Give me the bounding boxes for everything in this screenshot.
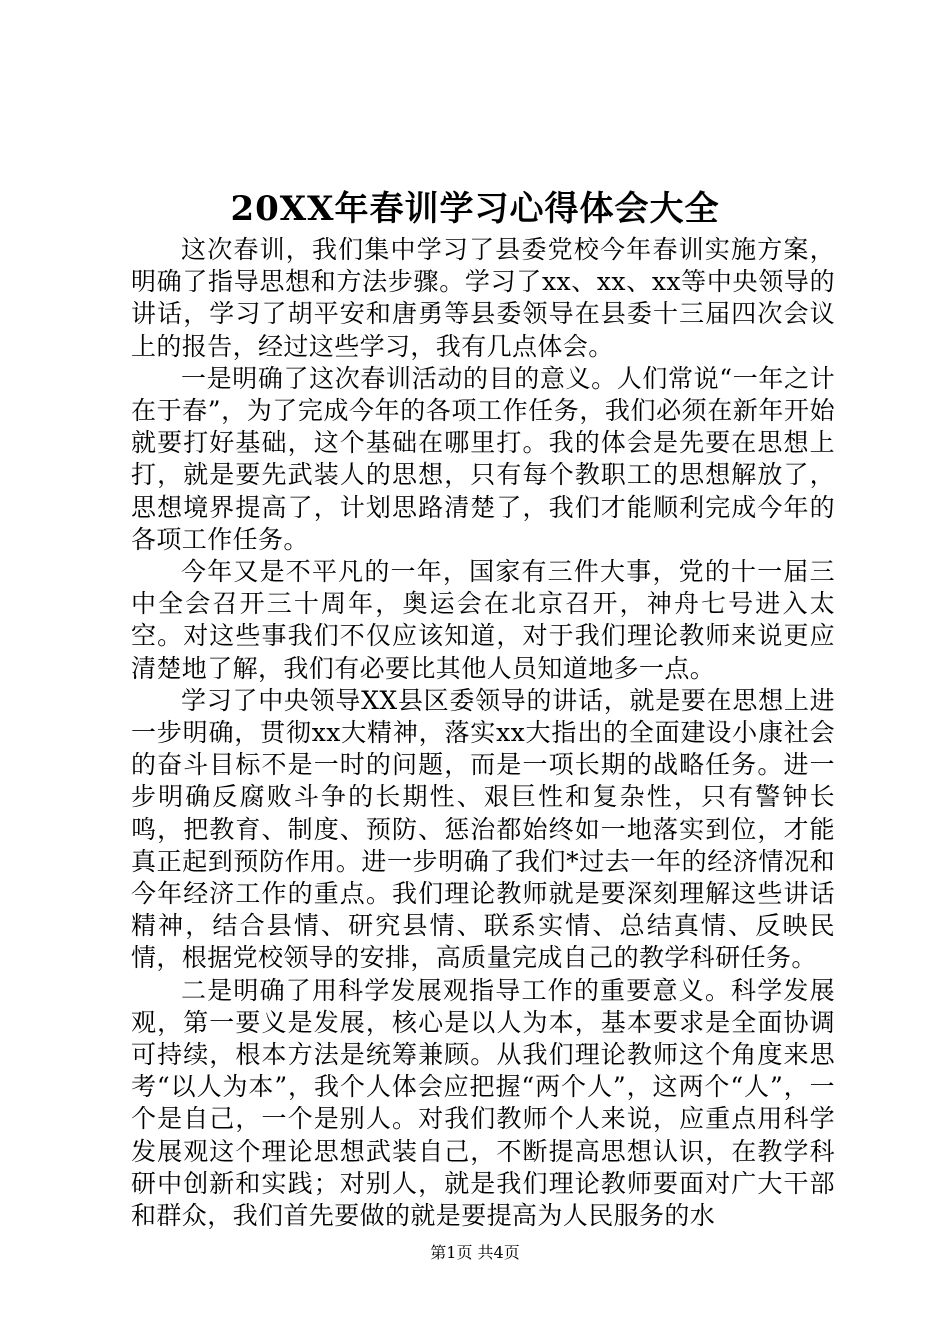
document-title: 20XX年春训学习心得体会大全 <box>230 189 720 229</box>
paragraph-5: 二是明确了用科学发展观指导工作的重要意义。科学发展观，第一要义是发展，核心是以人为本，基本要求是全面协调可持续，根本方法是统筹兼顾。从我们理论教师这个角度来思考“以人为本”，我个人体会应把握“两个人”，这两个“人”，一个是自己，一个是别人。对我们教师个人来说，应重点用科学发展观这个理论思想武装自己，不断提高思想认识，在教学科研中创新和实践；对别人，就是我们理论教师要面对广大干部和群众，我们首先要做的就是要提高为人民服务的水 <box>131 975 835 1231</box>
page-footer: 第1页 共4页 <box>430 1243 520 1262</box>
paragraph-4: 学习了中央领导XX县区委领导的讲话，就是要在思想上进一步明确，贯彻xx大精神，落实xx大指出的全面建设小康社会的奋斗目标不是一时的问题，而是一项长期的战略任务。进一步明确反腐败斗争的长期性、艰巨性和复杂性，只有警钟长鸣，把教育、制度、预防、惩治都始终如一地落实到位，才能真正起到预防作用。进一步明确了我们*过去一年的经济情况和今年经济工作的重点。我们理论教师就是要深刻理解这些讲话精神，结合县情、研究县情、联系实情、总结真情、反映民情，根据党校领导的安排，高质量完成自己的教学科研任务。 <box>131 685 835 973</box>
document-body <box>131 234 835 1232</box>
paragraph-3: 今年又是不平凡的一年，国家有三件大事，党的十一届三中全会召开三十周年，奥运会在北京召开，神舟七号进入太空。对这些事我们不仅应该知道，对于我们理论教师来说更应清楚地了解，我们有必要比其他人员知道地多一点。 <box>131 557 835 683</box>
paragraph-2: 一是明确了这次春训活动的目的意义。人们常说“一年之计在于春”，为了完成今年的各项工作任务，我们必须在新年开始就要打好基础，这个基础在哪里打。我的体会是先要在思想上打，就是要先武装人的思想，只有每个教职工的思想解放了，思想境界提高了，计划思路清楚了，我们才能顺利完成今年的各项工作任务。 <box>131 363 835 554</box>
paragraph-1: 这次春训，我们集中学习了县委党校今年春训实施方案，明确了指导思想和方法步骤。学习了xx、xx、xx等中央领导的讲话，学习了胡平安和唐勇等县委领导在县委十三届四次会议上的报告，经过这些学习，我有几点体会。 <box>131 235 835 361</box>
